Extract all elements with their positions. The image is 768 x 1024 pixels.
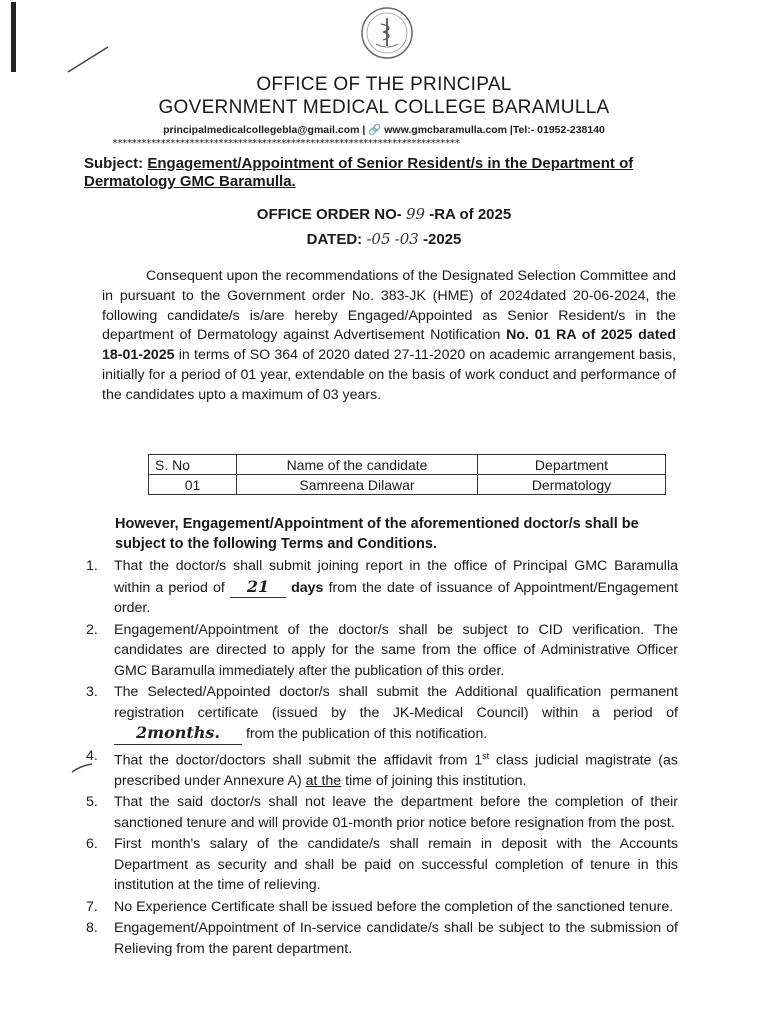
list-item <box>86 556 678 619</box>
website-text: www.gmcbaramulla.com <box>384 124 507 136</box>
candidate-table <box>148 454 666 495</box>
condition-4-text: That the doctor/doctors shall submit the affidavit from 1 <box>114 752 483 769</box>
header-sno: S. No <box>149 455 237 475</box>
contact-line: principalmedicalcollegebla@gmail.com | 🔗 www.gmcbaramulla.com |Tel:- 01952-238140 <box>163 124 605 136</box>
paragraph-text-2: in terms of SO 364 of 2020 dated 27-11-2020 on academic arrangement basis, initially for a period of 01 year, extendable on the basis of work conduct and performance of the candidates upto a maximum of 03 years. <box>102 347 677 403</box>
list-number: 4. <box>86 747 98 764</box>
college-emblem-icon <box>360 6 414 60</box>
condition-3-text: The Selected/Appointed doctor/s shall submit the Additional qualification permanent registration certificate (issued by the JK-Medical Council) within a period of <box>114 684 678 721</box>
list-item <box>86 792 678 833</box>
list-item <box>86 834 678 896</box>
list-number: 3. <box>86 684 98 700</box>
subject-line <box>84 155 704 191</box>
order-suffix: -RA of 2025 <box>429 206 512 223</box>
condition-4-text-mid: class judicial magistrate (as prescribed under Annexure A) <box>114 752 678 789</box>
days-handwritten: 21 <box>230 577 286 599</box>
list-item <box>86 682 678 745</box>
list-number: 8. <box>86 920 98 937</box>
link-icon: 🔗 <box>368 124 382 136</box>
order-paragraph <box>102 267 676 406</box>
list-number: 6. <box>86 836 98 853</box>
list-number: 2. <box>86 621 98 638</box>
superscript-st: st <box>482 750 490 761</box>
cell-name: Samreena Dilawar <box>237 475 478 495</box>
order-prefix: OFFICE ORDER NO- <box>256 206 402 223</box>
star-divider: ************************************************************************ <box>112 138 460 149</box>
header-name: Name of the candidate <box>237 455 478 475</box>
condition-6-text: First month's salary of the candidate/s shall remain in deposit with the Accounts Department as security and shall be paid on successful completion of tenure in this institution at the time of relieving. <box>114 836 678 894</box>
days-label: days <box>291 579 324 596</box>
office-order-number <box>0 205 768 223</box>
dated-label: DATED: <box>306 231 363 248</box>
condition-7-text: No Experience Certificate shall be issued before the completion of the sanctioned tenure. <box>114 898 674 915</box>
condition-8-text: Engagement/Appointment of In-service candidate/s shall be subject to the submission of Relieving from the parent department. <box>114 920 678 957</box>
college-heading: GOVERNMENT MEDICAL COLLEGE BARAMULLA <box>158 97 610 118</box>
condition-4-text-end: time of joining this institution. <box>345 772 527 789</box>
list-item <box>86 897 678 918</box>
list-number: 1. <box>86 558 98 574</box>
order-number-handwritten: 99 <box>405 205 426 223</box>
list-number: 5. <box>86 794 98 811</box>
table-header-row <box>149 455 666 475</box>
subject-text: Engagement/Appointment of Senior Resident/s in the Department of Dermatology GMC Baramulla. <box>84 155 634 190</box>
order-date <box>0 230 768 248</box>
email-text: principalmedicalcollegebla@gmail.com <box>163 124 360 136</box>
condition-2-text: Engagement/Appointment of the doctor/s shall be subject to CID verification. The candidates are directed to apply for the same from the office of Administrative Officer GMC Baramulla immediately after the publication of this order. <box>114 621 678 679</box>
notification-reference: No. 01 RA of 2025 dated 18-01-2025 <box>102 327 676 364</box>
paragraph-text-1: Consequent upon the recommendations of the Designated Selection Committee and in pursuant to the Government order No. 383-JK (HME) of 2024dated 20-06-2024, the following candidate/s is/are hereby Engaged/Appointed as Senior Resident/s in the department of Dermatology against Advertisement Notification <box>102 268 676 344</box>
date-day: -05 <box>366 230 391 248</box>
subject-label: Subject: <box>84 155 144 172</box>
date-month: -03 <box>394 230 419 248</box>
margin-tick-icon <box>70 762 96 776</box>
condition-1-text-end: from the date of issuance of Appointment/Engagement order. <box>114 579 679 616</box>
date-year: -2025 <box>423 231 462 248</box>
condition-1-text: That the doctor/s shall submit joining report in the office of Principal GMC Baramulla within a period of <box>114 558 678 596</box>
cell-department: Dermatology <box>478 475 666 495</box>
cell-sno: 01 <box>149 475 237 495</box>
table-row <box>149 475 666 495</box>
terms-heading: However, Engagement/Appointment of the aforementioned doctor/s shall be subject to the following Terms and Conditions. <box>115 516 639 552</box>
list-item <box>86 918 678 959</box>
condition-3-text-end: from the publication of this notification. <box>245 726 488 742</box>
pen-mark-icon <box>8 2 108 82</box>
office-heading: OFFICE OF THE PRINCIPAL <box>256 74 512 95</box>
underlined-at-the: at the <box>305 772 342 789</box>
list-item <box>86 746 678 792</box>
telephone-text: |Tel:- 01952-238140 <box>509 124 605 136</box>
list-item <box>86 620 678 682</box>
conditions-list <box>86 556 678 960</box>
condition-5-text: That the said doctor/s shall not leave the department before the completion of their sanctioned tenure and will provide 01-month prior notice before resignation from the post. <box>114 794 678 831</box>
header-department: Department <box>478 455 666 475</box>
period-handwritten: 2months. <box>114 723 242 745</box>
list-number: 7. <box>86 898 98 915</box>
